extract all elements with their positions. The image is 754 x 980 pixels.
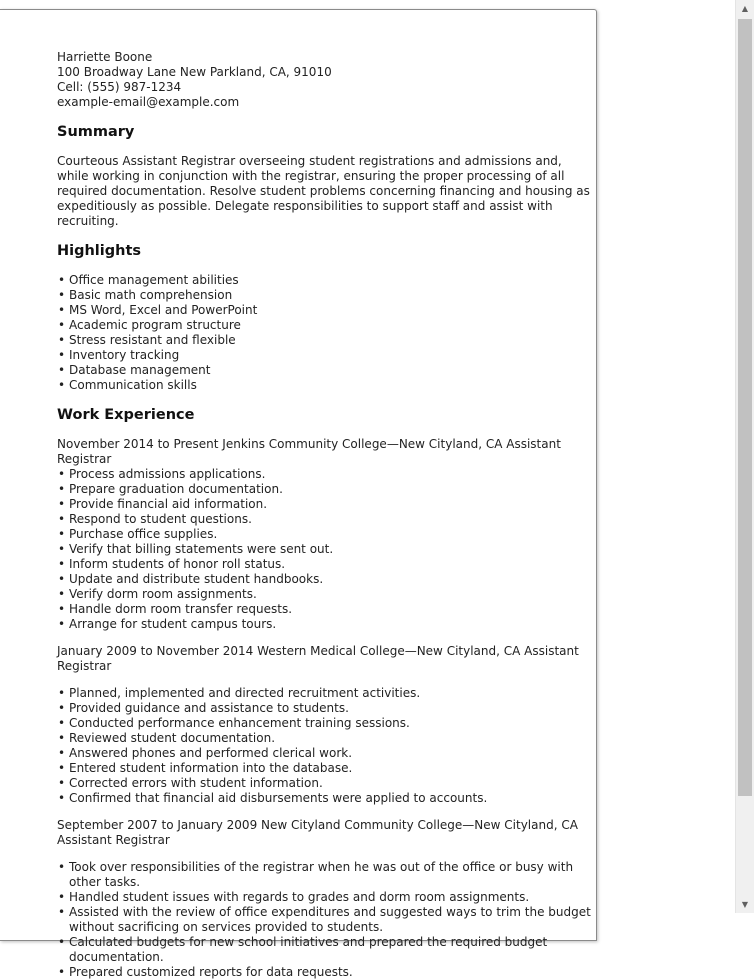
list-item: • Basic math comprehension <box>57 288 592 303</box>
contact-email[interactable]: example-email@example.com <box>57 95 240 109</box>
list-item: • Stress resistant and flexible <box>57 333 592 348</box>
list-item: • Inventory tracking <box>57 348 592 363</box>
list-item: • Conducted performance enhancement training sessions. <box>57 716 592 731</box>
vertical-scrollbar[interactable] <box>735 0 754 913</box>
list-item: • Prepared customized reports for data requests. <box>57 965 592 980</box>
scroll-down-arrow-icon[interactable]: ▼ <box>741 900 749 909</box>
job-duties-list <box>57 686 592 806</box>
list-item: • Verify that billing statements were sent out. <box>57 542 592 557</box>
contact-name: Harriette Boone <box>57 50 153 64</box>
job-duties-list <box>57 467 592 632</box>
list-item: • Provided guidance and assistance to students. <box>57 701 592 716</box>
job-entry <box>57 818 592 980</box>
contact-phone: Cell: (555) 987-1234 <box>57 80 182 94</box>
list-item: • Answered phones and performed clerical work. <box>57 746 592 761</box>
highlights-heading: Highlights <box>57 243 142 259</box>
list-item: • Respond to student questions. <box>57 512 592 527</box>
list-item: • MS Word, Excel and PowerPoint <box>57 303 592 318</box>
list-item: • Assisted with the review of office expenditures and suggested ways to trim the budget without sacrificing on services provided to students. <box>57 905 592 935</box>
list-item: • Confirmed that financial aid disbursements were applied to accounts. <box>57 791 592 806</box>
list-item: • Took over responsibilities of the registrar when he was out of the office or busy with other tasks. <box>57 860 592 890</box>
list-item: • Communication skills <box>57 378 592 393</box>
job-entry <box>57 644 592 806</box>
list-item: • Arrange for student campus tours. <box>57 617 592 632</box>
list-item: • Entered student information into the database. <box>57 761 592 776</box>
list-item: • Provide financial aid information. <box>57 497 592 512</box>
experience-heading: Work Experience <box>57 407 195 423</box>
job-duties-list <box>57 860 592 980</box>
list-item: • Calculated budgets for new school initiatives and prepared the required budget documentation. <box>57 935 592 965</box>
list-item: • Academic program structure <box>57 318 592 333</box>
summary-heading: Summary <box>57 124 135 140</box>
contact-block <box>57 50 592 110</box>
job-header: November 2014 to Present Jenkins Community College—New Cityland, CA Assistant Registrar <box>57 437 561 466</box>
list-item: • Planned, implemented and directed recruitment activities. <box>57 686 592 701</box>
highlights-list <box>57 273 592 393</box>
scroll-up-arrow-icon[interactable]: ▲ <box>741 4 749 13</box>
list-item: • Purchase office supplies. <box>57 527 592 542</box>
list-item: • Corrected errors with student information. <box>57 776 592 791</box>
list-item: • Reviewed student documentation. <box>57 731 592 746</box>
list-item: • Prepare graduation documentation. <box>57 482 592 497</box>
scrollbar-thumb[interactable] <box>738 19 752 796</box>
resume-page <box>0 9 597 979</box>
job-header: September 2007 to January 2009 New Cityland Community College—New Cityland, CA Assistant Registrar <box>57 818 578 847</box>
list-item: • Verify dorm room assignments. <box>57 587 592 602</box>
list-item: • Process admissions applications. <box>57 467 592 482</box>
list-item: • Office management abilities <box>57 273 592 288</box>
summary-text: Courteous Assistant Registrar overseeing student registrations and admissions and, while working in conjunction with the registrar, ensuring the proper processing of all required documentation. Resolve student problems concerning financing and housing as expeditiously as possible. Delegate responsibilities to support staff and assist with recruiting. <box>57 154 590 228</box>
list-item: • Handle dorm room transfer requests. <box>57 602 592 617</box>
resume-content <box>57 50 592 980</box>
job-entry <box>57 437 592 632</box>
list-item: • Database management <box>57 363 592 378</box>
contact-address: 100 Broadway Lane New Parkland, CA, 91010 <box>57 65 332 79</box>
job-header: January 2009 to November 2014 Western Medical College—New Cityland, CA Assistant Registrar <box>57 644 579 673</box>
list-item: • Handled student issues with regards to grades and dorm room assignments. <box>57 890 592 905</box>
list-item: • Inform students of honor roll status. <box>57 557 592 572</box>
list-item: • Update and distribute student handbooks. <box>57 572 592 587</box>
